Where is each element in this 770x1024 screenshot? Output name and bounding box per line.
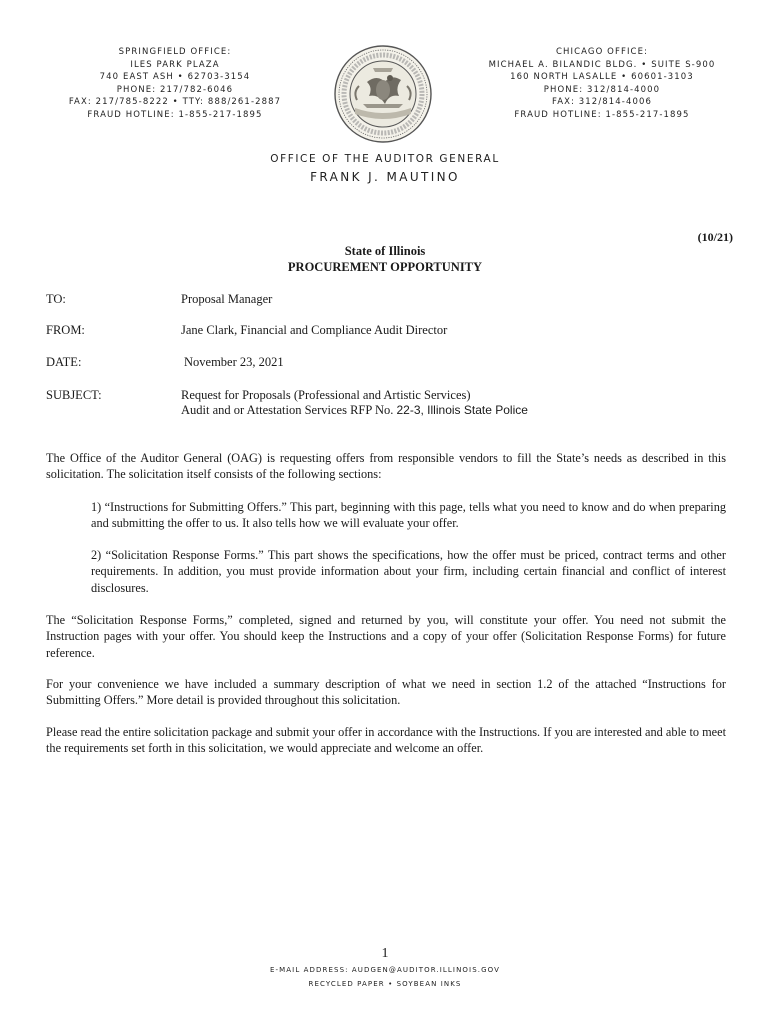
chicago-office-address: [478, 46, 726, 122]
subject-rfp-number: 22-3, Illinois State Police: [396, 403, 528, 417]
document-heading: PROCUREMENT OPPORTUNITY: [287, 260, 483, 274]
office-title: OFFICE OF THE AUDITOR GENERAL: [270, 153, 500, 165]
intro-paragraph: The Office of the Auditor General (OAG) is requesting offers from responsible vendors to fill the State’s needs as described in this solicitation. The solicitation itself consists of the following sections:: [46, 451, 726, 482]
chicago-office-line: 160 NORTH LASALLE • 60601-3103: [510, 72, 694, 83]
state-seal-icon: [333, 44, 433, 144]
springfield-office-line: FRAUD HOTLINE: 1-855-217-1895: [87, 109, 263, 120]
to-value: Proposal Manager: [181, 292, 273, 306]
chicago-office-line: CHICAGO OFFICE:: [555, 47, 649, 57]
closing-paragraph: Please read the entire solicitation package and submit your offer in accordance with the Instructions. If you are interested and able to meet the requirements set forth in this solicitation, we would appreciate and welcome an offer.: [46, 725, 726, 756]
subject-line-2: [181, 403, 528, 418]
springfield-office-line: ILES PARK PLAZA: [130, 59, 220, 70]
subject-label: SUBJECT:: [46, 388, 102, 402]
state-heading: State of Illinois: [344, 244, 426, 258]
form-code: (10/21): [697, 230, 733, 244]
date-label: DATE:: [46, 355, 82, 369]
date-value: November 23, 2021: [184, 355, 284, 369]
springfield-office-line: SPRINGFIELD OFFICE:: [118, 47, 232, 57]
from-label: FROM:: [46, 323, 85, 337]
springfield-office-line: PHONE: 217/782-6046: [116, 84, 234, 95]
to-label: TO:: [46, 292, 66, 306]
section-item-2: 2) “Solicitation Response Forms.” This part shows the specifications, how the offer must be priced, contract terms and other requirements. In addition, you must provide information about your firm, including certain financial and conflict of interest disclosures.: [91, 548, 726, 595]
convenience-paragraph: For your convenience we have included a summary description of what we need in section 1.2 of the attached “Instructions for Submitting Offers.” More detail is provided throughout this solicitation.: [46, 677, 726, 708]
footer-email: E-MAIL ADDRESS: AUDGEN@AUDITOR.ILLINOIS.GOV: [270, 966, 500, 974]
springfield-office-line: FAX: 217/785-8222 • TTY: 888/261-2887: [68, 97, 282, 108]
springfield-office-address: [40, 46, 310, 122]
footer-recycled-note: RECYCLED PAPER • SOYBEAN INKS: [308, 980, 462, 988]
chicago-office-line: FAX: 312/814-4006: [551, 97, 653, 108]
chicago-office-line: FRAUD HOTLINE: 1-855-217-1895: [514, 109, 690, 120]
chicago-office-line: PHONE: 312/814-4000: [543, 84, 661, 95]
auditor-name: FRANK J. MAUTINO: [310, 170, 460, 184]
springfield-office-line: 740 EAST ASH • 62703-3154: [99, 72, 251, 83]
from-value: Jane Clark, Financial and Compliance Audit Director: [181, 323, 448, 337]
section-item-1: 1) “Instructions for Submitting Offers.” This part, beginning with this page, tells what you need to know and do when preparing and submitting the offer to us. It also tells how we will evaluate your offer.: [91, 500, 726, 531]
subject-rfp-label: Audit and or Attestation Services RFP No.: [181, 403, 394, 417]
subject-line-1: Request for Proposals (Professional and Artistic Services): [181, 388, 471, 402]
page-number: 1: [381, 946, 389, 961]
chicago-office-line: MICHAEL A. BILANDIC BLDG. • SUITE S-900: [488, 59, 716, 70]
response-forms-paragraph: The “Solicitation Response Forms,” completed, signed and returned by you, will constitute your offer. You need not submit the Instruction pages with your offer. You should keep the Instructions and a copy of your offer (Solicitation Response Forms) for future reference.: [46, 613, 726, 660]
